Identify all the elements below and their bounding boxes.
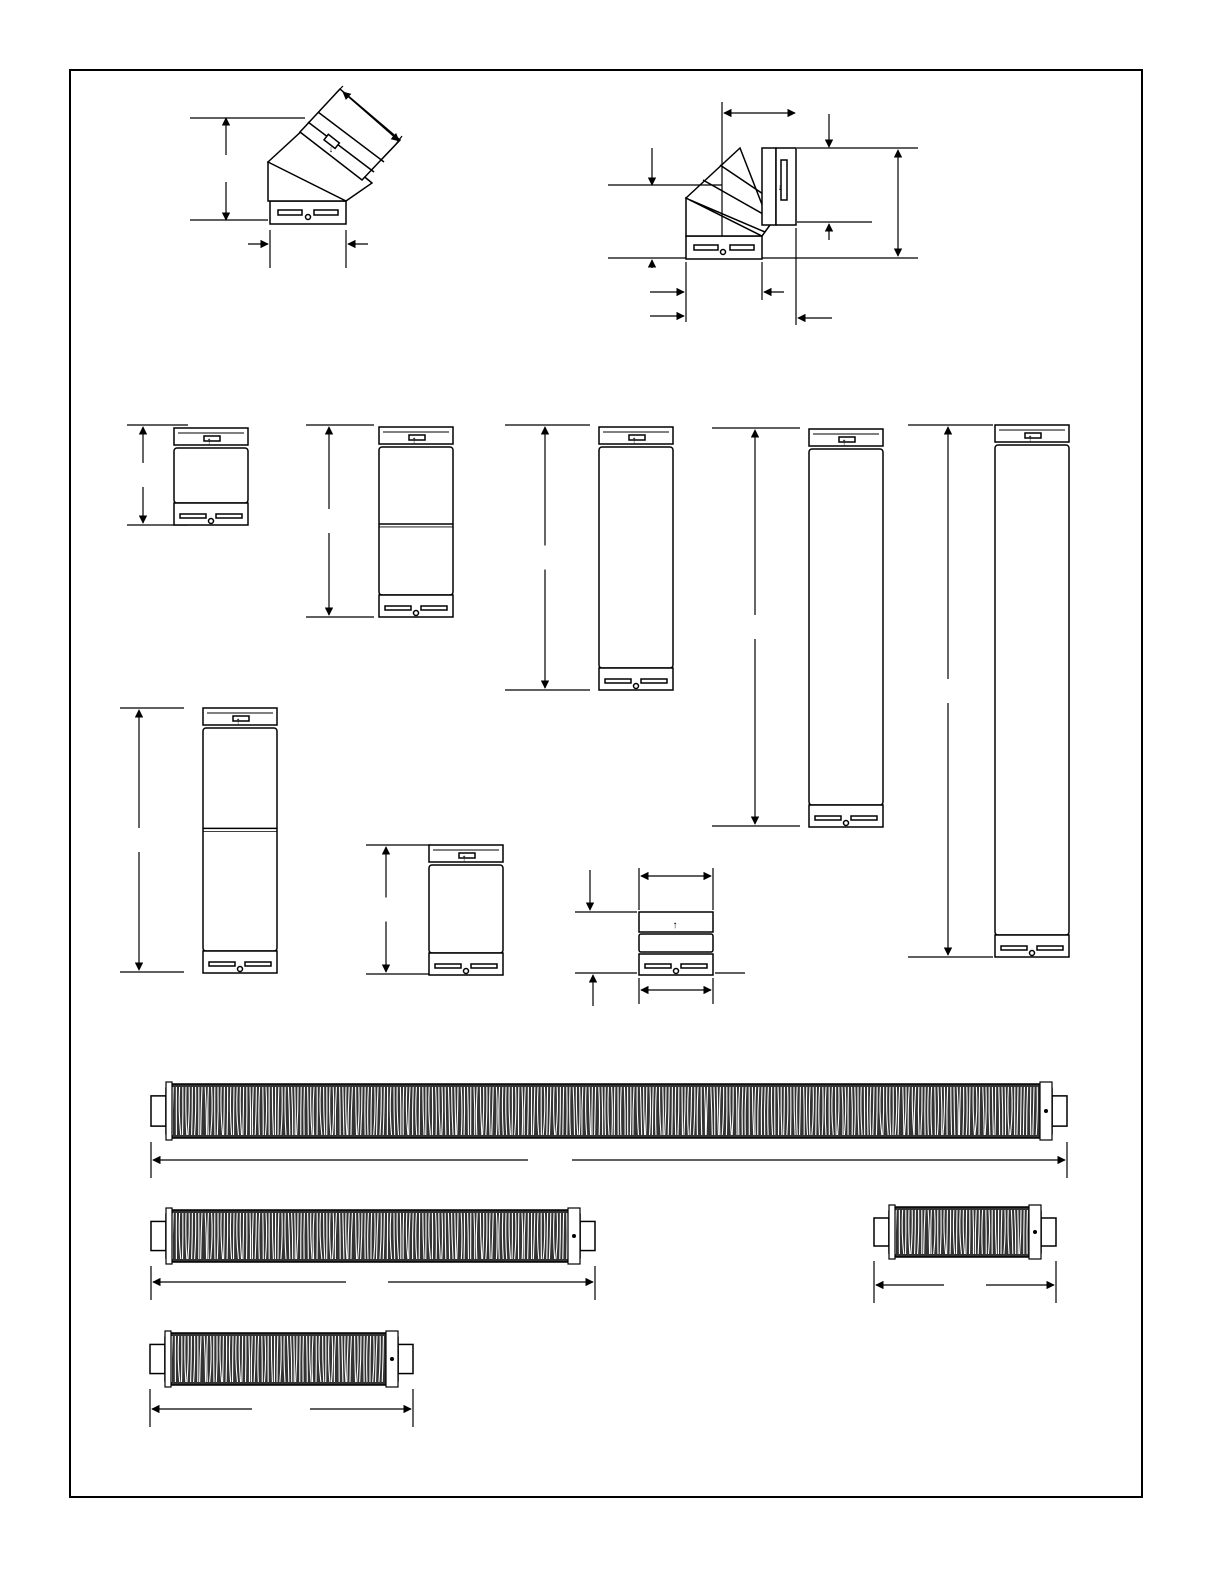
flex-short-end-right [398,1344,413,1373]
adjustable-2-bottom-slot-left [435,964,461,968]
straight-5-body [995,445,1069,935]
adapter-short-flow-arrow: ↑ [672,920,678,931]
straight-1-pin [209,519,214,524]
straight-4-body [809,449,883,805]
straight-2-body [379,447,453,595]
flex-small-liner [874,1205,1056,1259]
adjustable-1-body [203,728,277,951]
flex-medium-end-right [580,1221,595,1250]
adjustable-1-flow-arrow: ↑ [235,716,241,727]
straight-3-body [599,447,673,668]
straight-1-pipe [174,428,248,525]
flex-small-end-right [1041,1218,1056,1246]
straight-5-pipe [995,425,1069,957]
straight-2-bottom-slot-right [421,606,447,610]
flex-small-dimension [874,1261,1056,1303]
straight-1-bottom-slot-left [180,514,206,518]
straight-5-dimension [908,425,993,957]
adjustable-2-bottom-slot-right [471,964,497,968]
svg-text:↓: ↓ [777,182,783,192]
straight-3-bottom-slot-left [605,679,631,683]
flexible-liners-layer [150,1082,1067,1427]
flex-short-liner [150,1331,413,1387]
straight-5-bottom-slot-left [1001,946,1027,950]
flex-long-band-left [166,1082,172,1140]
flex-medium-band-left [166,1208,172,1264]
straight-1-bottom-slot-right [216,514,242,518]
flex-long-rivet [1044,1109,1048,1113]
flex-long-liner [151,1082,1067,1140]
svg-text:↓: ↓ [328,144,334,154]
flex-short-band-left [165,1331,171,1387]
straight-3-flow-arrow: ↑ [631,435,637,446]
flex-long-end-right [1052,1096,1067,1126]
adapter-short-group [639,912,713,975]
adjustable-2-pipe [429,845,503,975]
flex-medium-dimension [151,1266,595,1300]
straight-3-dimension [505,425,590,690]
straight-4-bottom-slot-left [815,816,841,820]
elbow-90-group [686,148,796,259]
straight-5-flow-arrow: ↑ [1027,433,1033,444]
adjustable-2-flow-arrow: ↑ [461,853,467,864]
flex-medium-rivet [572,1234,576,1238]
straight-2-pin [414,611,419,616]
straight-4-flow-arrow: ↑ [841,437,847,448]
adapter-short-body [639,934,713,952]
straight-pipes-layer [120,425,1069,1006]
flex-small-band-left [889,1205,895,1259]
straight-4-pin [844,821,849,826]
straight-5-bottom-slot-right [1037,946,1063,950]
flex-short-end-left [150,1344,165,1373]
flex-medium-liner [151,1208,595,1264]
flex-small-rivet [1033,1230,1037,1234]
flex-small-end-left [874,1218,889,1246]
straight-3-pin [634,684,639,689]
adjustable-1-pipe [203,708,277,973]
straight-2-pipe [379,427,453,617]
straight-2-bottom-slot-left [385,606,411,610]
adjustable-1-pin [238,967,243,972]
straight-3-bottom-slot-right [641,679,667,683]
flex-short-dimension [150,1389,413,1427]
straight-5-pin [1030,951,1035,956]
adjustable-2-pin [464,969,469,974]
elbow-45-group [268,89,400,224]
flex-long-end-left [151,1096,166,1126]
flex-medium-end-left [151,1221,166,1250]
adjustable-1-dimension [120,708,184,972]
flex-short-rivet [390,1357,394,1361]
flex-long-dimension [151,1142,1067,1178]
straight-2-dimension [306,425,374,617]
adjustable-2-dimension [366,845,431,974]
adjustable-1-bottom-slot-left [209,962,235,966]
adjustable-2-body [429,865,503,953]
straight-2-flow-arrow: ↑ [411,435,417,446]
straight-4-pipe [809,429,883,827]
straight-4-bottom-slot-right [851,816,877,820]
straight-3-pipe [599,427,673,690]
straight-1-body [174,448,248,503]
straight-1-flow-arrow: ↑ [206,436,212,447]
straight-4-dimension [712,428,800,826]
adjustable-1-bottom-slot-right [245,962,271,966]
